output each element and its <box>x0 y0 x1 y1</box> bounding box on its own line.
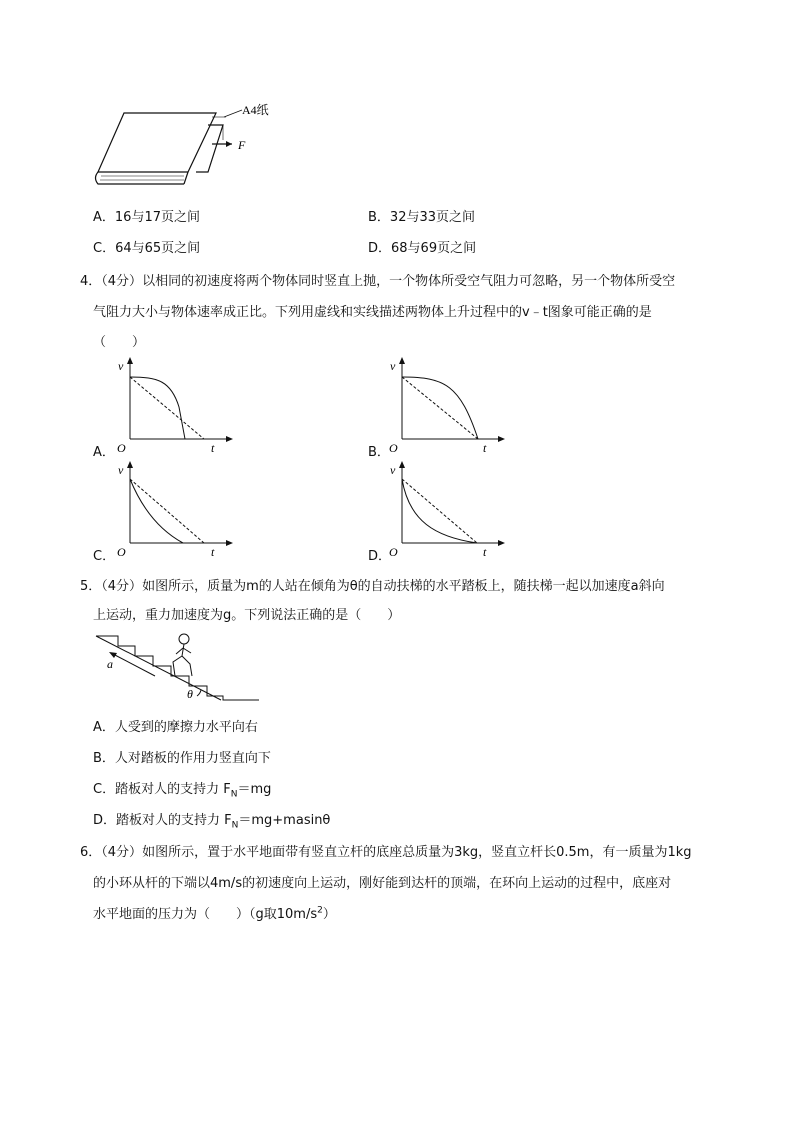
origin-label: O <box>389 441 398 455</box>
acceleration-label: a <box>107 657 113 671</box>
q6-stem-line-1 <box>80 841 692 860</box>
q5-option-b <box>93 747 271 766</box>
origin-label: O <box>117 441 126 455</box>
origin-label: O <box>117 545 126 559</box>
q4-option-b-letter: B． <box>368 445 390 460</box>
origin-label: O <box>389 545 398 559</box>
option-text: 16与17页之间 <box>114 210 200 225</box>
force-label: F <box>238 138 246 152</box>
option-letter: B． <box>93 751 115 766</box>
option-letter: B． <box>368 210 390 225</box>
a4-paper-label: A4纸 <box>242 103 269 117</box>
q5-stem-line-2: 上运动，重力加速度为g。下列说法正确的是（ ） <box>93 608 401 623</box>
v-axis-label: v <box>118 359 124 373</box>
superscript: 2 <box>317 905 323 916</box>
incline-angle-label: θ <box>187 687 193 701</box>
option-text: 64与65页之间 <box>115 241 201 256</box>
v-axis-label: v <box>390 359 396 373</box>
q3-option-b <box>368 206 475 225</box>
q4-option-c-letter: C． <box>93 549 116 564</box>
option-letter: A． <box>93 720 115 735</box>
question-text: 水平地面的压力为（ ）（g取10m/s <box>93 907 318 922</box>
v-axis-label: v <box>118 463 124 477</box>
v-axis-label: v <box>390 463 396 477</box>
option-letter: D． <box>93 813 117 828</box>
t-axis-label: t <box>483 545 487 559</box>
q4-answer-blank: （ ） <box>93 335 146 350</box>
q3-option-c <box>93 237 200 256</box>
vt-graph-a <box>113 355 238 457</box>
question-number: 6． <box>80 845 102 860</box>
option-text: 人对踏板的作用力竖直向下 <box>114 751 271 766</box>
option-text-sub: N <box>230 789 238 800</box>
option-text: 68与69页之间 <box>391 241 477 256</box>
question-text: 如图所示，质量为m的人站在倾角为θ的自动扶梯的水平踏板上，随扶梯一起以加速度a斜向 <box>142 579 665 594</box>
q4-option-a-letter: A． <box>93 445 115 460</box>
q3-option-d <box>368 237 476 256</box>
option-text-pre: 踏板对人的支持力 F <box>116 813 232 828</box>
question-score: （4分） <box>101 845 143 860</box>
book-figure <box>92 100 292 192</box>
t-axis-label: t <box>483 441 487 455</box>
option-text: 32与33页之间 <box>389 210 476 225</box>
question-number: 4． <box>80 274 102 289</box>
question-text-end: ） <box>322 907 336 922</box>
q6-stem-line-3 <box>93 903 336 922</box>
option-letter: A． <box>93 210 115 225</box>
vt-graph-d <box>385 459 510 561</box>
q4-stem-line-1 <box>80 270 675 289</box>
vt-graph-b <box>385 355 510 457</box>
escalator-figure <box>93 628 263 704</box>
q4-option-d-letter: D． <box>368 549 392 564</box>
option-text-pre: 踏板对人的支持力 F <box>115 782 231 797</box>
question-text: 如图所示，置于水平地面带有竖直立杆的底座总质量为3kg，竖直立杆长0.5m，有一质量为1kg <box>142 845 692 860</box>
question-score: （4分） <box>101 274 143 289</box>
t-axis-label: t <box>211 441 215 455</box>
vt-graph-c <box>113 459 238 561</box>
option-text-post: ＝mg+masinθ <box>238 813 331 828</box>
q5-option-a <box>93 716 258 735</box>
q4-stem-line-2: 气阻力大小与物体速率成正比。下列用虚线和实线描述两物体上升过程中的v﹣t图象可能正确的是 <box>93 305 652 320</box>
option-text-post: ＝mg <box>237 782 272 797</box>
option-letter: C． <box>93 241 116 256</box>
option-text: 人受到的摩擦力水平向右 <box>114 720 258 735</box>
q5-option-c <box>93 778 271 800</box>
q6-stem-line-2: 的小环从杆的下端以4m/s的初速度向上运动，刚好能到达杆的顶端，在环向上运动的过程中，底座对 <box>93 876 672 891</box>
question-number: 5． <box>80 579 102 594</box>
q3-option-a <box>93 206 200 225</box>
question-score: （4分） <box>101 579 143 594</box>
option-letter: C． <box>93 782 116 797</box>
q5-stem-line-1 <box>80 575 665 594</box>
t-axis-label: t <box>211 545 215 559</box>
question-text: 以相同的初速度将两个物体同时竖直上抛，一个物体所受空气阻力可忽略，另一个物体所受空 <box>142 274 676 289</box>
q5-option-d <box>93 809 330 831</box>
option-letter: D． <box>368 241 392 256</box>
option-text-sub: N <box>231 820 239 831</box>
